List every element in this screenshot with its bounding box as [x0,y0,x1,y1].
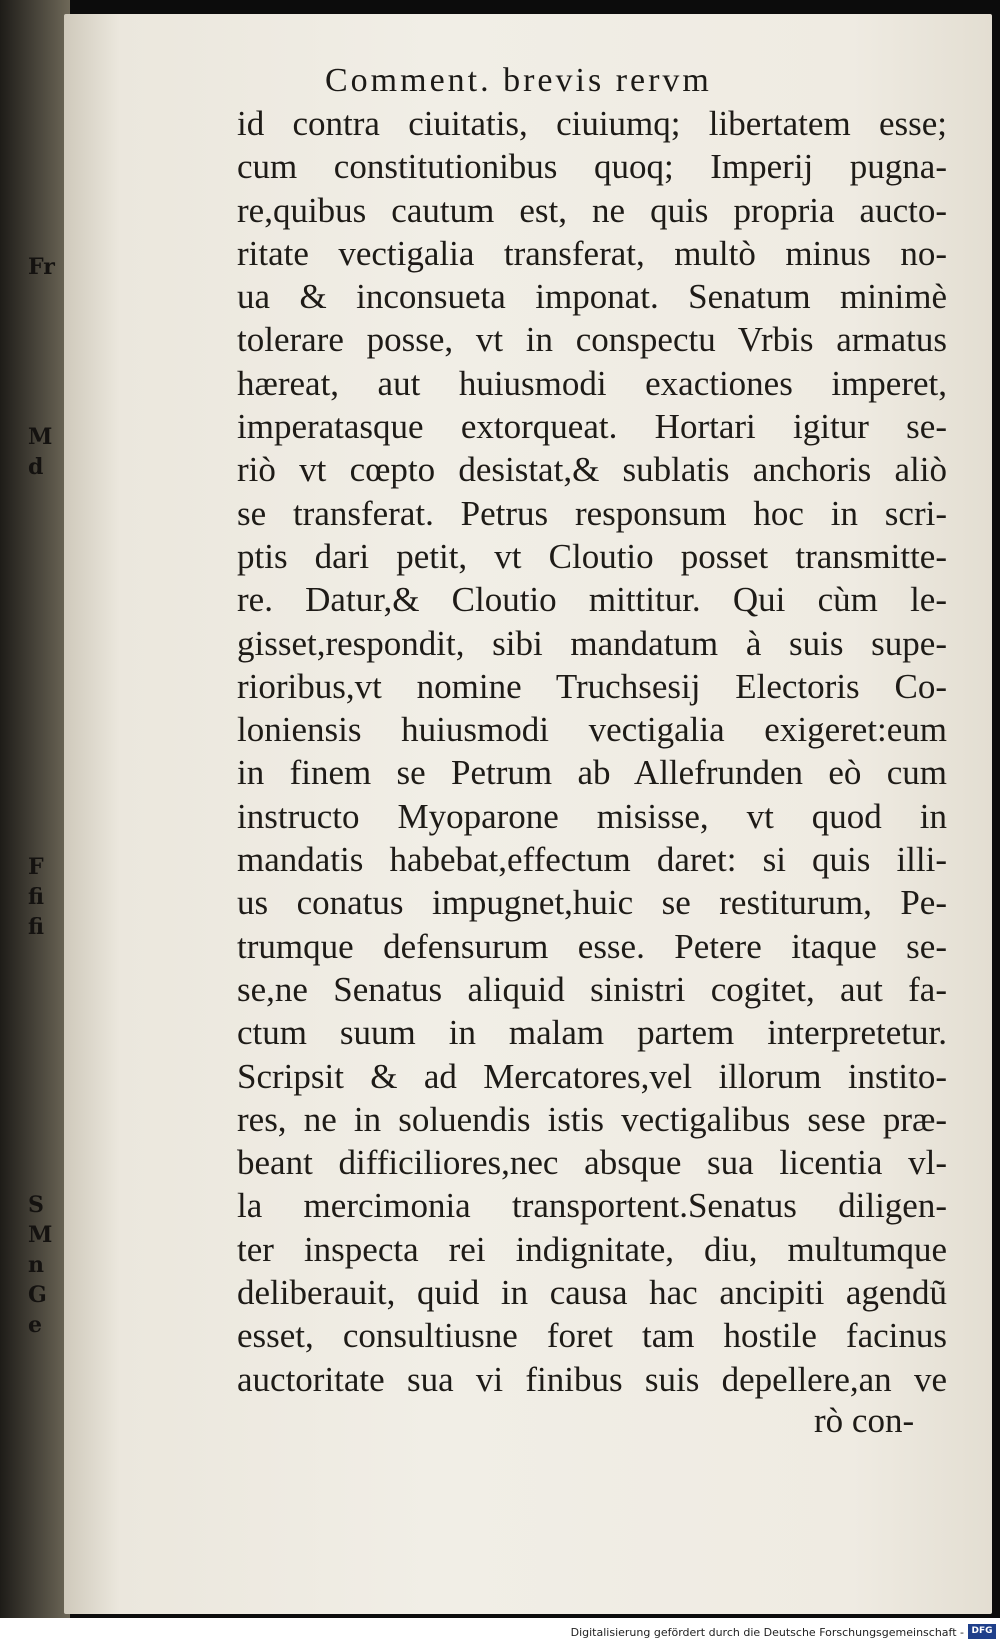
text-line: deliberauit, quid in causa hac ancipiti agendũ [237,1273,947,1313]
text-line: instructo Myoparone misisse, vt quod in [237,796,947,836]
text-line: Scripsit & ad Mercatores,vel illorum instito- [237,1056,947,1096]
text-line: mandatis habebat,effectum daret: si quis illi- [237,840,947,880]
dfg-logo: DFG [968,1624,996,1639]
text-line: gisset,respondit, sibi mandatum à suis supe- [237,623,947,663]
text-line: se transferat. Petrus responsum hoc in scri- [237,493,947,533]
text-line: ua & inconsueta imponat. Senatum minimè [237,277,947,317]
text-line: in finem se Petrum ab Allefrunden eò cum [237,753,947,793]
text-line: esset, consultiusne foret tam hostile facinus [237,1316,947,1356]
facing-page-gutter [0,0,70,1618]
funding-credit: Digitalisierung gefördert durch die Deutsche Forschungsgemeinschaft - [570,1626,964,1639]
gutter-fragment: M [28,424,53,450]
text-line: ter inspecta rei indignitate, diu, multumque [237,1229,947,1269]
text-line: trumque defensurum esse. Petere itaque se- [237,926,947,966]
text-line: ptis dari petit, vt Cloutio posset transmitte- [237,536,947,576]
text-line: ctum suum in malam partem interpretetur. [237,1013,947,1053]
gutter-fragment: M [28,1222,53,1248]
gutter-fragment: n [28,1252,44,1278]
text-line: beant difficiliores,nec absque sua licentia vl- [237,1143,947,1183]
text-line: id contra ciuitatis, ciuiumq; libertatem esse; [237,104,947,143]
text-line: tolerare posse, vt in conspectu Vrbis armatus [237,320,947,360]
gutter-fragment: S [28,1192,44,1218]
text-line: ritate vectigalia transferat, multò minus no- [237,233,947,273]
digitization-footer [0,1618,1000,1645]
text-line: cum constitutionibus quoq; Imperij pugna- [237,147,947,187]
text-line: loniensis huiusmodi vectigalia exigeret:eum [237,710,947,750]
gutter-fragment: fi [28,884,44,910]
text-line: imperatasque extorqueat. Hortari igitur se- [237,407,947,447]
gutter-fragment: G [28,1282,47,1308]
text-line: la mercimonia transportent.Senatus diligen- [237,1186,947,1226]
text-line: hæreat, aut huiusmodi exactiones imperet, [237,363,947,403]
catchword: rò con- [814,1401,915,1440]
text-line: us conatus impugnet,huic se restiturum, Pe- [237,883,947,923]
gutter-fragment: d [28,454,44,480]
text-line: se,ne Senatus aliquid sinistri cogitet, aut fa- [237,969,947,1009]
text-line: re. Datur,& Cloutio mittitur. Qui cùm le- [237,580,947,620]
text-line: auctoritate sua vi finibus suis depellere,an ve [237,1359,947,1399]
text-line: riò vt cœpto desistat,& sublatis anchoris aliò [237,450,947,490]
gutter-fragment: e [28,1312,42,1338]
gutter-fragment: F [28,854,44,880]
gutter-fragment: Fr [28,254,55,280]
text-line: res, ne in soluendis istis vectigalibus sese præ- [237,1099,947,1139]
text-line: rioribus,vt nomine Truchsesij Electoris Co- [237,666,947,706]
running-head: Comment. brevis rervm [325,62,712,99]
body-text [237,102,947,1401]
text-line: re,quibus cautum est, ne quis propria aucto- [237,190,947,230]
gutter-fragment: fi [28,914,44,940]
